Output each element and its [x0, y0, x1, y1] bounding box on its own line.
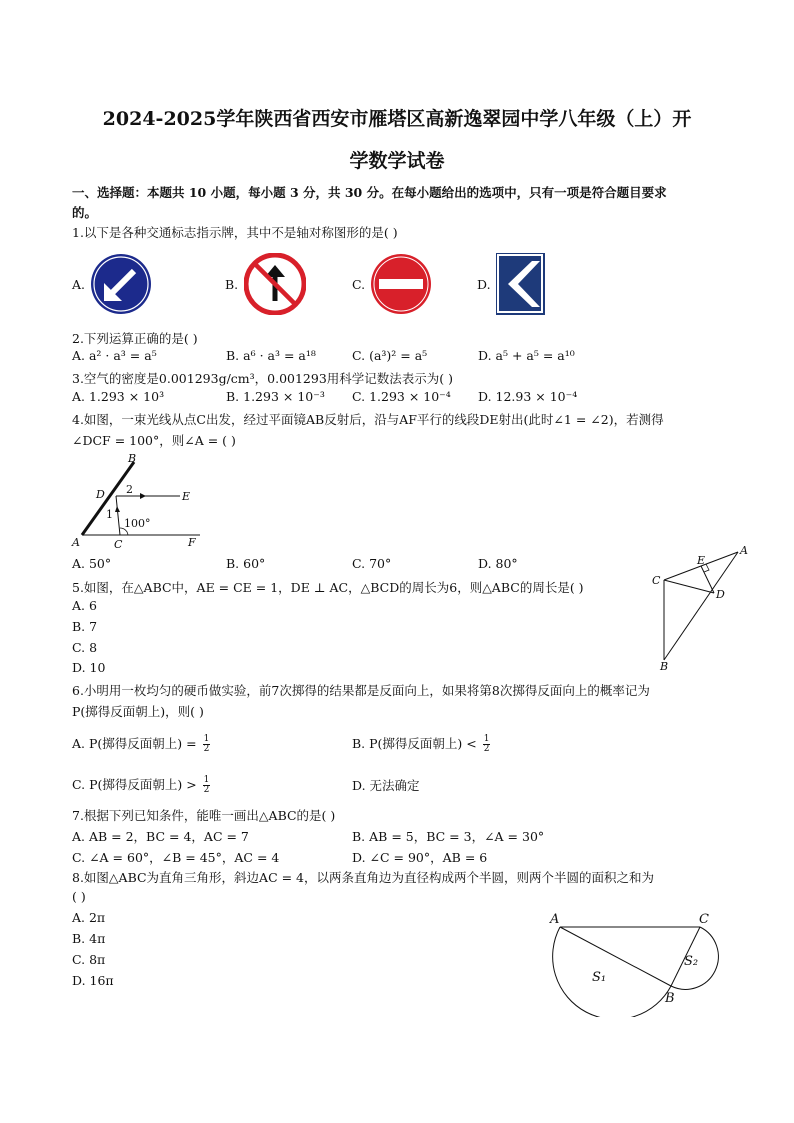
q7-stem: 7.根据下列已知条件，能唯一画出△ABC的是( ): [72, 808, 336, 823]
section-heading-cont: 的。: [72, 205, 98, 220]
q5-option-a: A. 6: [72, 598, 97, 613]
label-s1: S₁: [592, 970, 607, 985]
q8-stem-line2: ( ): [72, 889, 86, 904]
q8-semicircle-figure: [544, 905, 724, 1017]
label-b: B: [128, 452, 137, 465]
q4-stem-line1: 4.如图，一束光线从点C出发，经过平面镜AB反射后，沿与AF平行的线段DE射出(此时∠1 = ∠2)，若测得: [72, 412, 664, 427]
fraction-one-half: $\frac{1}{2}$: [203, 775, 210, 795]
q1-option-d-label: D.: [477, 277, 491, 292]
q3-option-c: C. 1.293 × 10⁻⁴: [352, 389, 451, 404]
label-a: A: [740, 544, 748, 557]
label-a: A: [72, 536, 80, 549]
q4-option-c: C. 70°: [352, 556, 392, 571]
label-angle-1: 1: [106, 508, 113, 521]
q2-option-c: C. (a³)² = a⁵: [352, 348, 428, 363]
label-e: E: [697, 554, 706, 567]
label-f: F: [188, 536, 196, 549]
label-s2: S₂: [684, 954, 699, 969]
q7-option-c: C. ∠A = 60°，∠B = 45°，AC = 4: [72, 850, 280, 865]
left-down-arrow-sign-icon: [90, 253, 152, 315]
q6-option-a: [72, 734, 210, 754]
label-e: E: [182, 490, 191, 503]
q8-option-a: A. 2π: [72, 910, 106, 925]
label-d: D: [716, 588, 725, 601]
q8-option-c: C. 8π: [72, 952, 106, 967]
q7-option-b: B. AB = 5，BC = 3，∠A = 30°: [352, 829, 545, 844]
q3-option-d: D. 12.93 × 10⁻⁴: [478, 389, 578, 404]
q4-option-b: B. 60°: [226, 556, 266, 571]
q5-option-c: C. 8: [72, 640, 98, 655]
q7-option-d: D. ∠C = 90°，AB = 6: [352, 850, 488, 865]
label-b: B: [665, 991, 675, 1006]
q3-option-a: A. 1.293 × 10³: [72, 389, 165, 404]
q1-option-b-label: B.: [225, 277, 239, 292]
q8-option-b: B. 4π: [72, 931, 106, 946]
q2-option-d: D. a⁵ + a⁵ = a¹⁰: [478, 348, 575, 363]
q1-option-c-label: C.: [352, 277, 366, 292]
line-cd: [116, 496, 120, 535]
label-d: D: [96, 488, 105, 501]
label-angle-100: 100°: [124, 517, 151, 530]
label-a: A: [550, 912, 560, 927]
chevron-left-sign-icon: [496, 253, 546, 315]
q8-stem-line1: 8.如图△ABC为直角三角形，斜边AC = 4，以两条直角边为直径构成两个半圆，则两个半圆的面积之和为: [72, 870, 655, 885]
q2-option-b: B. a⁶ · a³ = a¹⁸: [226, 348, 316, 363]
q5-stem: 5.如图，在△ABC中，AE = CE = 1，DE ⊥ AC，△BCD的周长为6，则△ABC的周长是( ): [72, 580, 584, 595]
q4-mirror-figure: [70, 450, 210, 550]
label-c: C: [114, 538, 123, 550]
q4-option-a: A. 50°: [72, 556, 112, 571]
fraction-one-half: $\frac{1}{2}$: [483, 734, 490, 754]
q2-stem: 2.下列运算正确的是( ): [72, 331, 198, 346]
q6-option-b-text: B. P(掷得反面朝上) <: [352, 736, 477, 751]
q4-stem-line2: ∠DCF = 100°，则∠A = ( ): [72, 433, 236, 448]
q6-option-c-text: C. P(掷得反面朝上) >: [72, 777, 197, 792]
q5-option-b: B. 7: [72, 619, 98, 634]
q5-option-d: D. 10: [72, 660, 106, 675]
label-c: C: [699, 912, 709, 927]
paper-title-line2: 学数学试卷: [349, 150, 445, 172]
q1-stem: 1.以下是各种交通标志指示牌，其中不是轴对称图形的是( ): [72, 225, 398, 240]
label-angle-2: 2: [126, 483, 133, 496]
q3-option-b: B. 1.293 × 10⁻³: [226, 389, 325, 404]
q6-option-b: [352, 734, 490, 754]
q6-option-c: [72, 775, 210, 795]
q3-stem: 3.空气的密度是0.001293g/cm³，0.001293用科学记数法表示为( ): [72, 371, 454, 386]
q7-option-a: A. AB = 2，BC = 4，AC = 7: [72, 829, 249, 844]
no-straight-sign-icon: [244, 253, 306, 315]
fraction-one-half: $\frac{1}{2}$: [203, 734, 210, 754]
no-entry-sign-icon: [370, 253, 432, 315]
paper-title-line1: 2024-2025学年陕西省西安市雁塔区高新逸翠园中学八年级（上）开: [102, 108, 692, 130]
section-heading: 一、选择题：本题共 10 小题，每小题 3 分，共 30 分。在每小题给出的选项中，只有一项是符合题目要求: [72, 185, 667, 200]
q6-option-a-text: A. P(掷得反面朝上) =: [72, 736, 197, 751]
q6-stem-line1: 6.小明用一枚均匀的硬币做实验，前7次掷得的结果都是反面向上，如果将第8次掷得反面向上的概率记为: [72, 683, 650, 698]
q8-option-d: D. 16π: [72, 973, 114, 988]
q5-triangle-figure: [648, 542, 756, 672]
q4-option-d: D. 80°: [478, 556, 518, 571]
q2-option-a: A. a² · a³ = a⁵: [72, 348, 157, 363]
label-c: C: [652, 574, 661, 587]
q6-stem-line2: P(掷得反面朝上)，则( ): [72, 704, 204, 719]
q6-option-d: D. 无法确定: [352, 778, 420, 793]
label-b: B: [660, 660, 669, 672]
q1-option-a-label: A.: [72, 277, 86, 292]
